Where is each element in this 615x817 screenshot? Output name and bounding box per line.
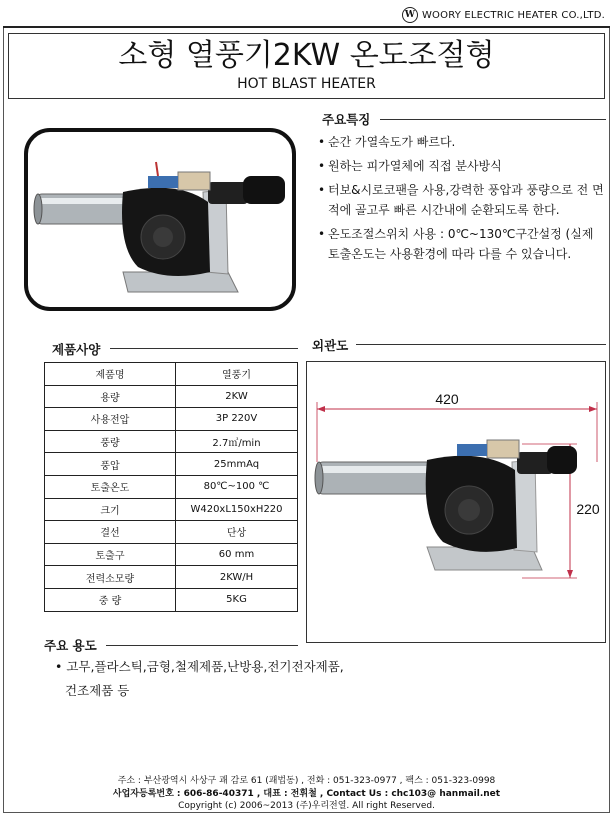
spec-value: 열풍기 [176, 363, 298, 386]
spec-value: W420xL150xH220 [176, 498, 298, 521]
spec-heading: 제품사양 [52, 342, 101, 357]
appearance-heading: 외관도 [312, 338, 349, 353]
spec-label: 사용전압 [45, 408, 176, 431]
uses-text-1: 고무,플라스틱,금형,철제제품,난방용,전기전자제품, [66, 659, 344, 674]
uses-heading: 주요 용도 [44, 638, 97, 653]
footer [3, 775, 610, 813]
footer-copyright: Copyright (c) 2006~2013 (주)우리전열. All right Reserved. [178, 801, 435, 811]
product-photo [24, 128, 296, 311]
dimension-svg [307, 362, 605, 642]
table-row [45, 363, 298, 386]
height-label: 220 [576, 501, 600, 517]
feature-item: • 터보&시로코팬을 사용,강력한 풍압과 풍량으로 전 면적에 골고루 빠른 시간내에 순환되도록 한다. [316, 180, 606, 220]
table-row [45, 408, 298, 431]
company-name: WOORY ELECTRIC HEATER CO.,LTD. [421, 9, 605, 21]
dimension-drawing [306, 361, 606, 643]
table-row [45, 543, 298, 566]
spec-value: 5KG [176, 588, 298, 611]
header-rule [3, 26, 610, 28]
product-subtitle: HOT BLAST HEATER [237, 76, 376, 92]
spec-label: 풍량 [45, 430, 176, 453]
footer-business: 사업자등록번호 : 606-86-40371 , 대표 : 전휘철 , Contact Us : chc103@ hanmail.net [112, 788, 501, 799]
features-heading-rule [380, 119, 606, 120]
features-heading: 주요특징 [322, 112, 371, 127]
company-logo: W [402, 7, 418, 23]
spec-value: 80℃~100 ℃ [176, 475, 298, 498]
spec-value: 2KW/H [176, 566, 298, 589]
spec-label: 토출온도 [45, 475, 176, 498]
table-row [45, 385, 298, 408]
width-label: 420 [435, 391, 459, 407]
table-row [45, 588, 298, 611]
table-row [45, 430, 298, 453]
table-row [45, 498, 298, 521]
table-row [45, 566, 298, 589]
table-row [45, 453, 298, 476]
spec-label: 풍압 [45, 453, 176, 476]
spec-label: 결선 [45, 521, 176, 544]
feature-item: • 원하는 피가열체에 직접 분사방식 [316, 156, 606, 176]
spec-label: 토출구 [45, 543, 176, 566]
uses-line: • 고무,플라스틱,금형,철제제품,난방용,전기전자제품, [55, 659, 344, 674]
heater-illustration [28, 132, 292, 307]
table-row [45, 475, 298, 498]
uses-heading-rule [106, 645, 298, 646]
features-list [316, 132, 606, 268]
spec-label: 용량 [45, 385, 176, 408]
spec-heading-rule [110, 348, 298, 349]
spec-value: 2.7㎥/min [176, 430, 298, 453]
spec-value: 2KW [176, 385, 298, 408]
spec-value: 25mmAq [176, 453, 298, 476]
spec-label: 중 량 [45, 588, 176, 611]
appearance-heading-rule [356, 344, 606, 345]
spec-table [44, 362, 298, 612]
spec-value: 60 mm [176, 543, 298, 566]
uses-list [55, 655, 535, 703]
feature-item: • 온도조절스위치 사용 : 0℃~130℃구간설정 (실제 토출온도는 사용환경에 따라 다를 수 있습니다. [316, 224, 606, 264]
feature-item: • 순간 가열속도가 빠르다. [316, 132, 606, 152]
spec-label: 제품명 [45, 363, 176, 386]
spec-value: 단상 [176, 521, 298, 544]
company-header [402, 6, 605, 24]
spec-label: 전력소모량 [45, 566, 176, 589]
uses-text-2: 건조제품 등 [65, 683, 130, 698]
table-row [45, 521, 298, 544]
spec-value: 3P 220V [176, 408, 298, 431]
footer-address: 주소 : 부산광역시 사상구 괘 감로 61 (괘법동) , 전화 : 051-323-0977 , 팩스 : 051-323-0998 [117, 776, 496, 786]
product-title: 소형 열풍기2KW 온도조절형 [118, 38, 495, 73]
spec-label: 크기 [45, 498, 176, 521]
